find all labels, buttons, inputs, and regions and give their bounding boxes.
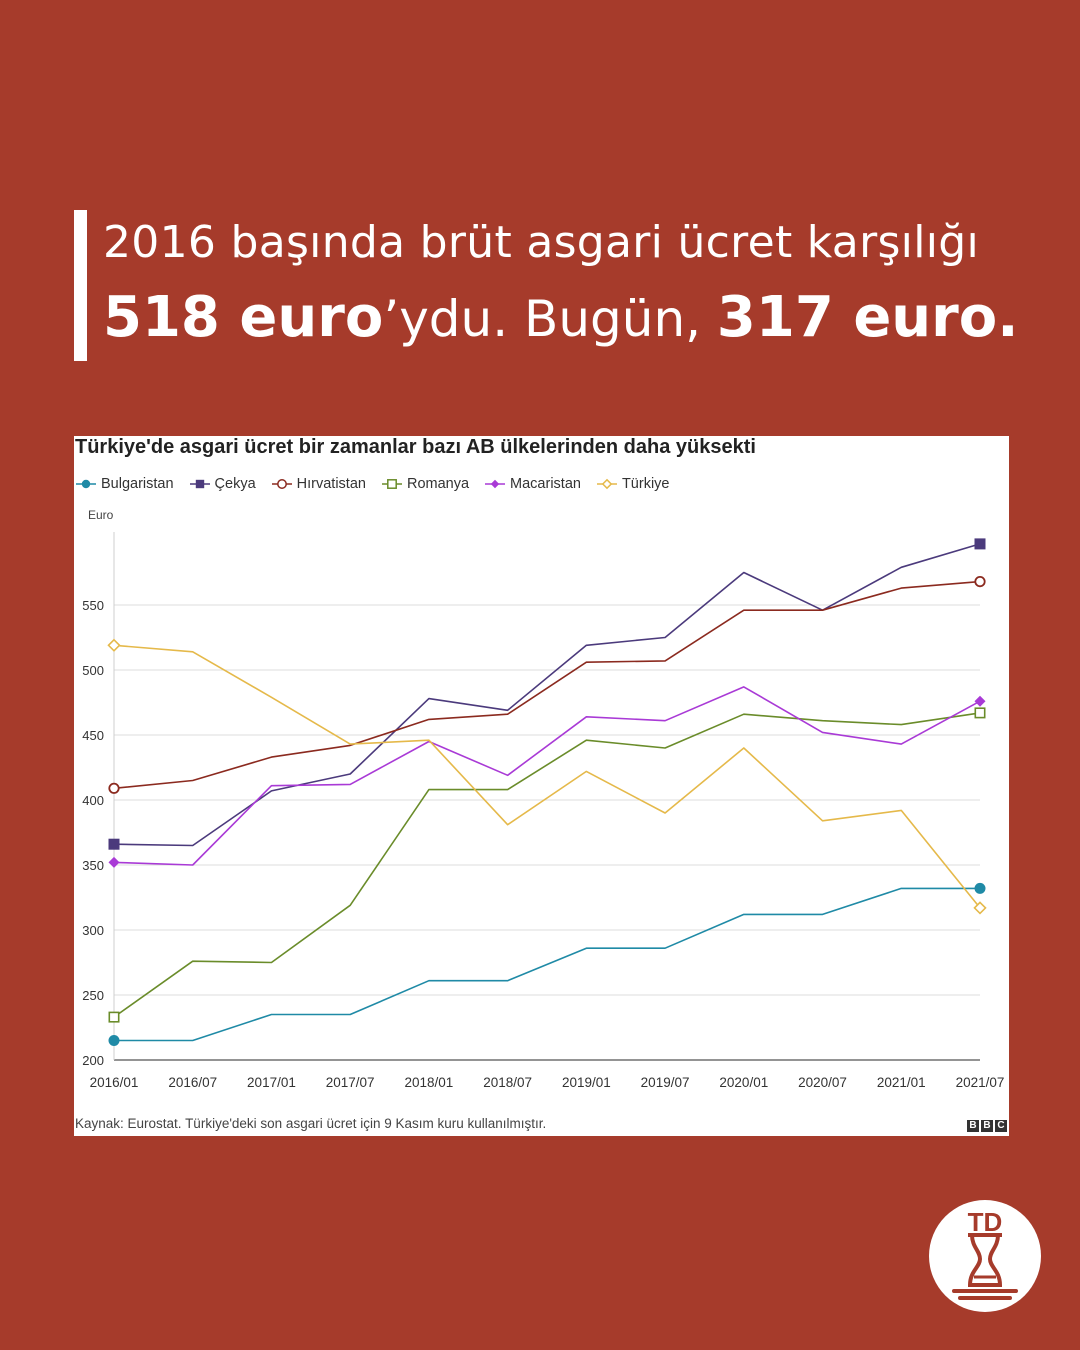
legend-label: Çekya xyxy=(214,476,256,492)
y-tick-label: 550 xyxy=(82,598,104,613)
headline-value-2016: 518 euro xyxy=(103,285,384,350)
y-tick-label: 450 xyxy=(82,728,104,743)
bbc-letter: C xyxy=(995,1120,1007,1132)
legend-label: Hırvatistan xyxy=(296,476,366,492)
series-start-point-romanya xyxy=(109,1012,118,1021)
x-tick-label: 2018/07 xyxy=(483,1075,533,1090)
y-tick-label: 300 xyxy=(82,923,104,938)
headline-line1: 2016 başında brüt asgari ücret karşılığı xyxy=(103,217,980,268)
y-tick-label: 400 xyxy=(82,793,104,808)
series-end-point-romanya xyxy=(975,708,984,717)
series-start-point-t-rkiye xyxy=(109,640,120,651)
x-tick-label: 2016/07 xyxy=(168,1075,218,1090)
x-tick-label: 2018/01 xyxy=(404,1075,454,1090)
x-tick-label: 2021/07 xyxy=(955,1075,1005,1090)
x-tick-label: 2019/07 xyxy=(640,1075,690,1090)
legend-label: Macaristan xyxy=(510,476,581,492)
x-tick-label: 2017/01 xyxy=(247,1075,296,1090)
series-line-bulgaristan xyxy=(114,888,980,1040)
chart-source: Kaynak: Eurostat. Türkiye'deki son asgari ücret için 9 Kasım kuru kullanılmıştır. xyxy=(75,1116,547,1131)
legend-label: Bulgaristan xyxy=(101,476,174,492)
series-line-h-rvatistan xyxy=(114,582,980,789)
chart-title: Türkiye'de asgari ücret bir zamanlar bazı AB ülkelerinden daha yüksekti xyxy=(75,436,756,458)
y-tick-label: 250 xyxy=(82,988,104,1003)
series-line-macaristan xyxy=(114,687,980,865)
headline-value-today: 317 euro. xyxy=(716,285,1019,350)
series-start-point-macaristan xyxy=(109,857,120,868)
headline xyxy=(74,210,1019,361)
y-tick-label: 200 xyxy=(82,1053,104,1068)
x-tick-label: 2019/01 xyxy=(561,1075,611,1090)
series-start-point--ekya xyxy=(109,839,120,850)
series-start-point-bulgaristan xyxy=(109,1035,120,1046)
y-tick-label: 350 xyxy=(82,858,104,873)
x-tick-label: 2017/07 xyxy=(325,1075,375,1090)
series-end-point-bulgaristan xyxy=(975,883,986,894)
chart-card xyxy=(74,436,1009,1136)
x-tick-label: 2020/07 xyxy=(798,1075,847,1090)
y-axis-label: Euro xyxy=(88,508,114,522)
td-logo xyxy=(928,1199,1042,1313)
tea-glass-icon xyxy=(928,1199,1042,1313)
legend-label: Türkiye xyxy=(621,476,670,492)
x-tick-label: 2020/01 xyxy=(719,1075,769,1090)
series-line-t-rkiye xyxy=(114,645,980,908)
bbc-letter: B xyxy=(967,1120,979,1132)
logo-text: TD xyxy=(967,1207,1003,1237)
series-end-point-macaristan xyxy=(975,696,986,707)
series-end-point--ekya xyxy=(975,538,986,549)
headline-connector: ’ydu. Bugün, xyxy=(383,290,717,348)
series-end-point-h-rvatistan xyxy=(975,577,984,586)
x-tick-label: 2016/01 xyxy=(89,1075,139,1090)
headline-line2 xyxy=(103,276,1019,361)
y-tick-label: 500 xyxy=(82,663,104,678)
legend-label: Romanya xyxy=(406,476,470,492)
x-tick-label: 2021/01 xyxy=(876,1075,926,1090)
line-chart xyxy=(74,436,1009,1116)
bbc-letter: B xyxy=(981,1120,993,1132)
bbc-logo xyxy=(967,1120,1007,1132)
series-start-point-h-rvatistan xyxy=(109,784,118,793)
